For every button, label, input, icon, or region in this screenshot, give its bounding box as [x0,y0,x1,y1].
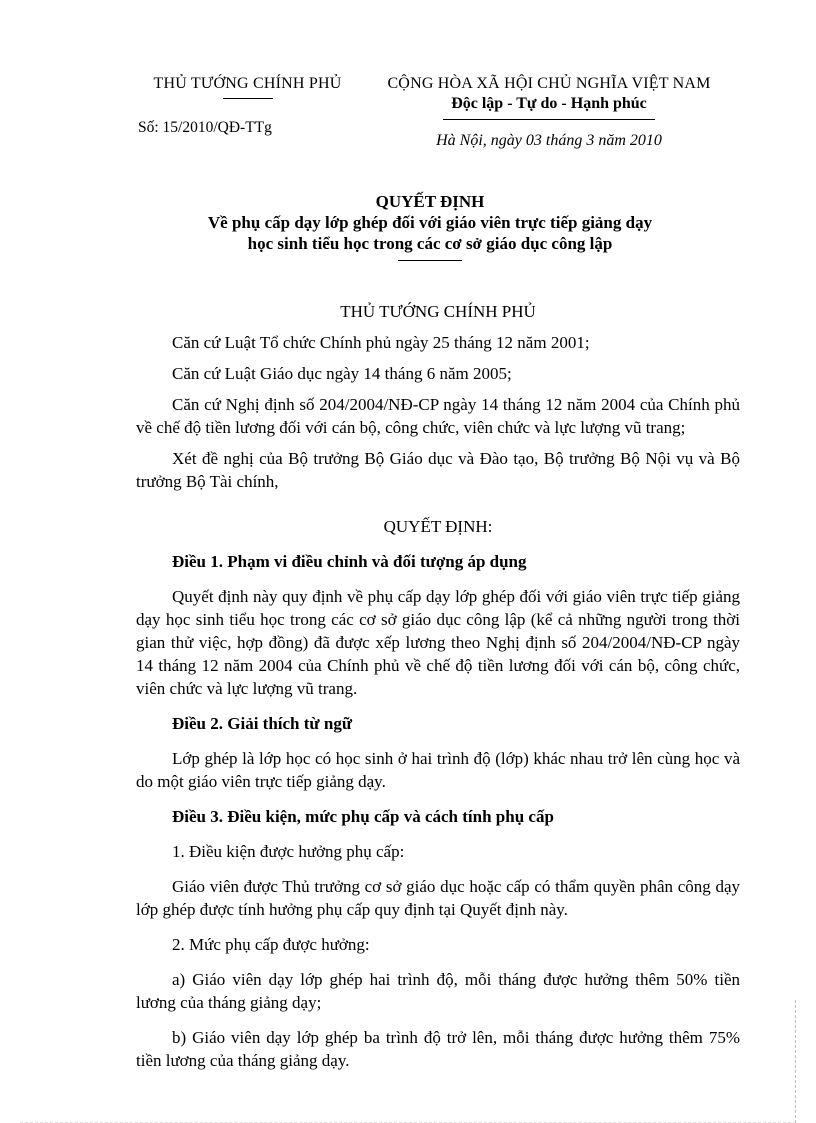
title-line-2: học sinh tiểu học trong các cơ sở giáo dục công lập [247,234,613,253]
organization-underline [223,98,273,99]
document-body [136,300,740,1072]
article-3-item-2b: b) Giáo viên dạy lớp ghép ba trình độ trở lên, mỗi tháng được hưởng thêm 75% tiền lương của tháng giảng dạy. [136,1028,740,1070]
issuer-label: THỦ TƯỚNG CHÍNH PHỦ [340,302,536,321]
place-date: Hà Nội, ngày 03 tháng 3 năm 2010 [436,132,662,149]
motto-underline [443,119,655,120]
national-motto: Độc lập - Tự do - Hạnh phúc [451,95,647,112]
nation-name: CỘNG HÒA XÃ HỘI CHỦ NGHĨA VIỆT NAM [387,75,711,92]
page-margin-guide [795,1000,797,1123]
organization-name: THỦ TƯỚNG CHÍNH PHỦ [153,75,342,92]
article-3-item-1-text: Giáo viên được Thủ trưởng cơ sở giáo dục hoặc cấp có thẩm quyền phân công dạy lớp ghép được tính hưởng phụ cấp quy định tại Quyết định này. [136,877,740,919]
basis-1: Căn cứ Luật Tổ chức Chính phủ ngày 25 tháng 12 năm 2001; [172,333,590,352]
title-line-1: Về phụ cấp dạy lớp ghép đối với giáo viên trực tiếp giảng dạy [207,213,653,232]
article-3-title: Điều 3. Điều kiện, mức phụ cấp và cách tính phụ cấp [172,807,554,826]
article-3-item-2: 2. Mức phụ cấp được hưởng: [172,935,370,954]
article-2-title: Điều 2. Giải thích từ ngữ [172,714,353,733]
decision-label: QUYẾT ĐỊNH: [383,517,493,536]
national-header [358,75,740,150]
document-number: Số: 15/2010/QĐ-TTg [138,119,272,136]
title-underline [398,260,462,261]
article-1-title: Điều 1. Phạm vi điều chỉnh và đối tượng áp dụng [172,552,527,571]
issuer-header [120,75,375,137]
basis-3: Căn cứ Nghị định số 204/2004/NĐ-CP ngày 14 tháng 12 năm 2004 của Chính phủ về chế độ tiền lương đối với cán bộ, công chức, viên chức và lực lượng vũ trang; [136,395,740,437]
article-3-item-1: 1. Điều kiện được hưởng phụ cấp: [172,842,405,861]
article-3-item-2a: a) Giáo viên dạy lớp ghép hai trình độ, mỗi tháng được hưởng thêm 50% tiền lương của tháng giảng dạy; [136,970,740,1012]
basis-2: Căn cứ Luật Giáo dục ngày 14 tháng 6 năm 2005; [172,364,512,383]
article-1-text: Quyết định này quy định về phụ cấp dạy lớp ghép đối với giáo viên trực tiếp giảng dạy học sinh tiểu học trong các cơ sở giáo dục công lập (kể cả những người trong thời gian thử việc, hợp đồng) đã được xếp lương theo Nghị định số 204/2004/NĐ-CP ngày 14 tháng 12 năm 2004 của Chính phủ về chế độ tiền lương đối với cán bộ, công chức, viên chức và lực lượng vũ trang. [136,587,740,698]
basis-4: Xét đề nghị của Bộ trưởng Bộ Giáo dục và Đào tạo, Bộ trưởng Bộ Nội vụ và Bộ trưởng Bộ Tài chính, [136,449,740,491]
document-title [120,192,740,261]
article-2-text: Lớp ghép là lớp học có học sinh ở hai trình độ (lớp) khác nhau trở lên cùng học và do một giáo viên trực tiếp giảng dạy. [136,749,740,791]
title-heading: QUYẾT ĐỊNH [375,192,485,211]
